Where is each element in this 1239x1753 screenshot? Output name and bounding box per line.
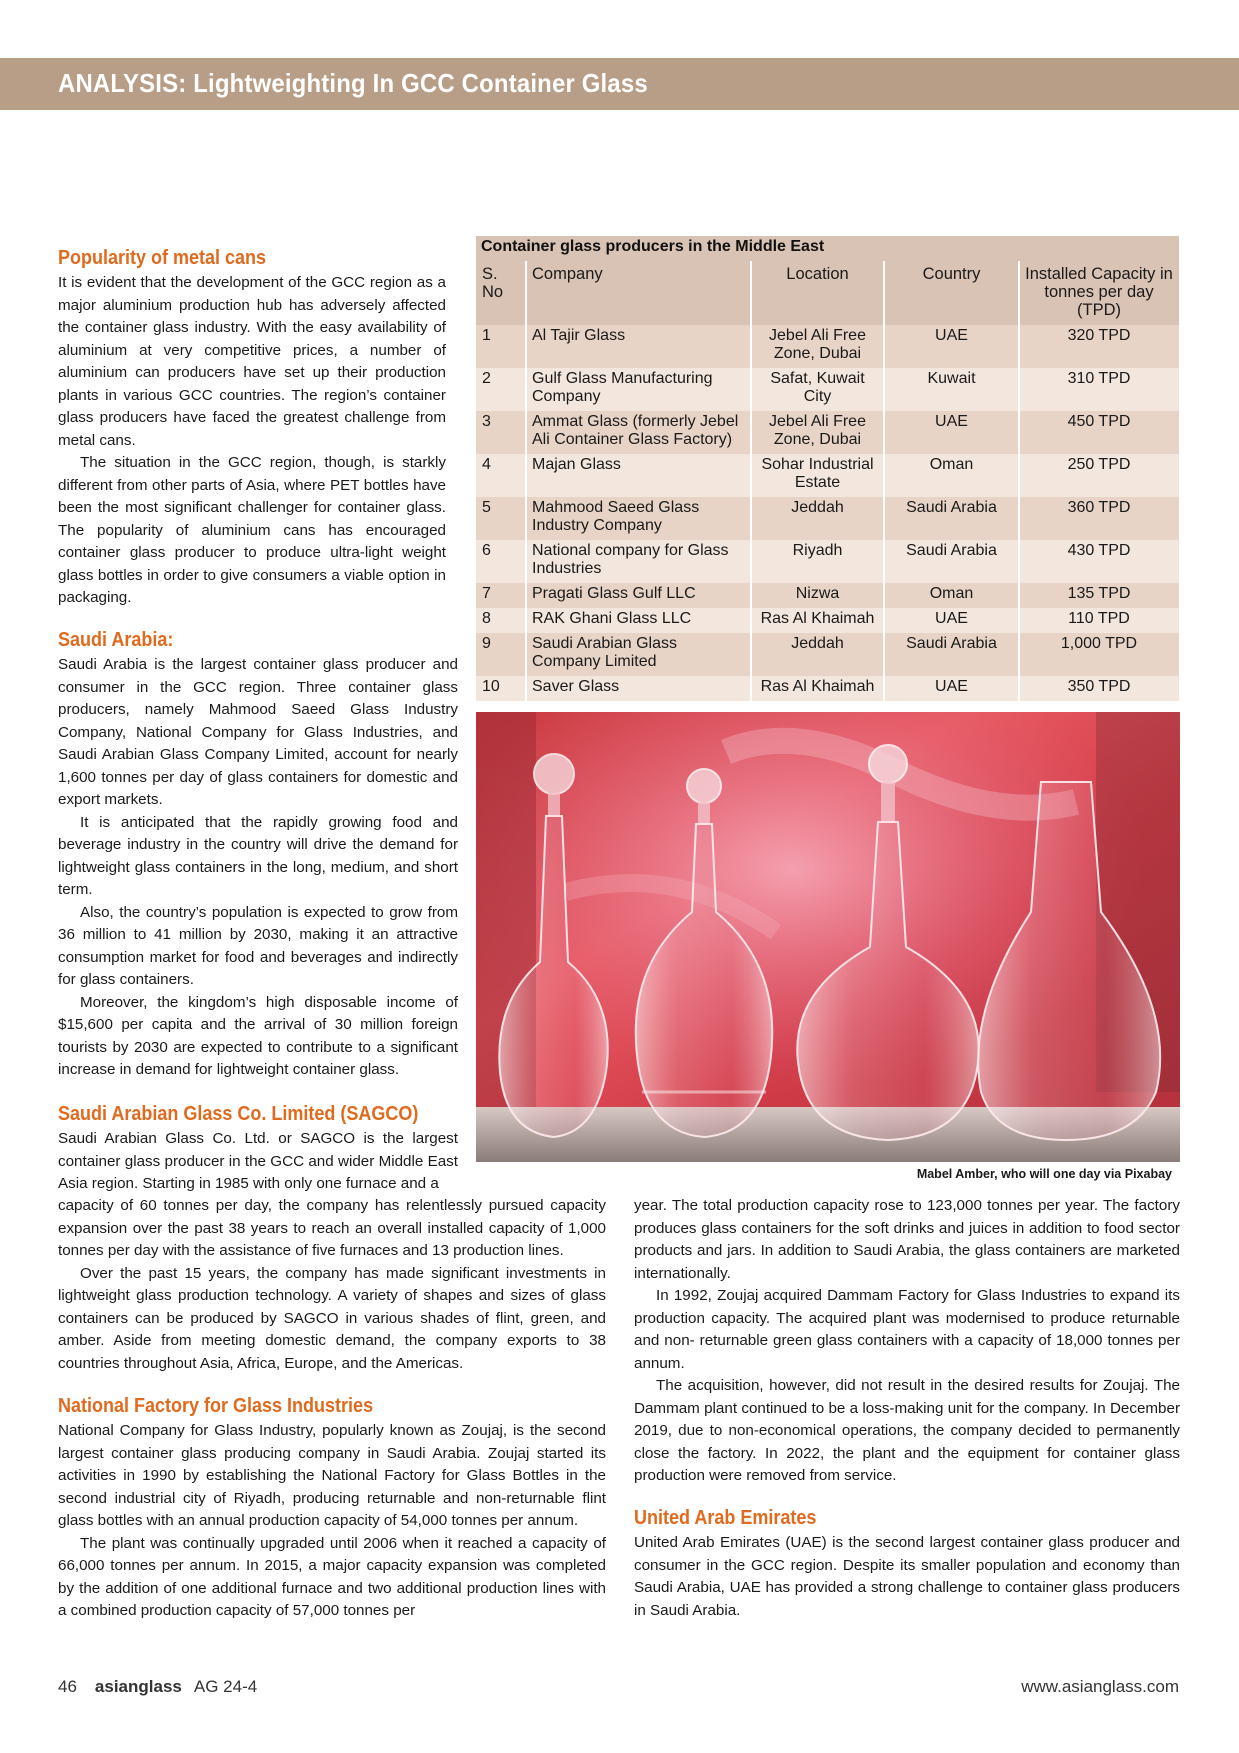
cell-country: Saudi Arabia	[906, 499, 997, 516]
heading-national-factory: National Factory for Glass Industries	[58, 1395, 374, 1417]
paragraph: Saudi Arabia is the largest container glass producer and consumer in the GCC region. Three container glass producers, namely Mahmood Saeed Glass Industry Company, National Company for Glass Industries, and Saudi Arabian Glass Company Limited, account for nearly 1,600 tonnes per day of glass containers for domestic and export markets.	[58, 656, 458, 808]
cell-sno: 5	[482, 499, 491, 516]
paragraph: Moreover, the kingdom’s high disposable income of $15,600 per capita and the arrival of 30 million foreign tourists by 2030 are expected to contribute to a significant increase in demand for lightweight container glass.	[58, 993, 458, 1078]
header-banner	[0, 58, 1239, 110]
table-divider	[883, 261, 885, 701]
cell-capacity: 135 TPD	[1067, 585, 1131, 602]
paragraph: year. The total production capacity rose to 123,000 tonnes per year. The factory produces glass containers for the soft drinks and juices in addition to food sector products and jars. In addition to Saudi Arabia, the glass containers are marketed internationally.	[634, 1197, 1180, 1282]
cell-capacity: 350 TPD	[1067, 678, 1131, 695]
table-row	[476, 583, 1179, 608]
paragraph: It is anticipated that the rapidly growing food and beverage industry in the country will drive the demand for lightweight glass containers in the long, medium, and short term.	[58, 813, 458, 898]
cell-sno: 9	[482, 635, 491, 652]
decanters-photo	[476, 712, 1180, 1162]
cell-capacity: 360 TPD	[1067, 499, 1131, 516]
paragraph: capacity of 60 tonnes per day, the company has relentlessly pursued capacity expansion over the past 38 years to reach an overall installed capacity of 1,000 tonnes per day with the assistance of five furnaces and 13 production lines.	[58, 1197, 606, 1259]
cell-location: Jeddah	[791, 499, 844, 516]
cell-sno: 1	[482, 327, 491, 344]
cell-sno: 4	[482, 456, 491, 473]
heading-saudi-arabia: Saudi Arabia:	[58, 629, 174, 651]
cell-company: Majan Glass	[532, 456, 621, 473]
cell-capacity: 450 TPD	[1067, 413, 1131, 430]
cell-company: Ammat Glass (formerly Jebel Ali Container Glass Factory)	[532, 413, 739, 448]
table-row	[476, 454, 1179, 497]
header-sno: S. No	[482, 265, 504, 301]
table-row	[476, 676, 1179, 701]
table-header-row	[476, 261, 1179, 325]
cell-company: Saudi Arabian Glass Company Limited	[532, 635, 677, 670]
table-row	[476, 325, 1179, 368]
text-national-factory	[58, 1420, 606, 1623]
heading-uae: United Arab Emirates	[634, 1507, 817, 1529]
paragraph: In 1992, Zoujaj acquired Dammam Factory for Glass Industries to expand its production capacity. The acquired plant was modernised to produce returnable and non- returnable green glass containers with a capacity of 18,000 tonnes per annum.	[634, 1287, 1180, 1372]
header-country: Country	[922, 265, 981, 283]
paragraph: United Arab Emirates (UAE) is the second largest container glass producer and consumer in the GCC region. Despite its smaller population and economy than Saudi Arabia, UAE has provided a strong challenge to container glass producers in Saudi Arabia.	[634, 1534, 1180, 1619]
table-row	[476, 411, 1179, 454]
cell-location: Jebel Ali Free Zone, Dubai	[769, 413, 866, 448]
cell-country: UAE	[935, 327, 968, 344]
table-divider	[1018, 261, 1020, 701]
cell-sno: 7	[482, 585, 491, 602]
cell-location: Ras Al Khaimah	[760, 610, 875, 627]
cell-capacity: 1,000 TPD	[1060, 635, 1138, 652]
cell-sno: 6	[482, 542, 491, 559]
paragraph: The acquisition, however, did not result in the desired results for Zoujaj. The Dammam plant continued to be a loss-making unit for the company. In December 2019, due to non-economical operations, the company decided to permanently close the factory. In 2022, the plant and the equipment for container glass production were removed from service.	[634, 1377, 1180, 1484]
cell-sno: 8	[482, 610, 491, 627]
paragraph: Also, the country’s population is expected to grow from 36 million to 41 million by 2030, making it an attractive consumption market for food and beverages and indirectly for glass containers.	[58, 903, 458, 988]
cell-country: Saudi Arabia	[906, 542, 997, 559]
header-capacity: Installed Capacity in tonnes per day (TPD)	[1025, 265, 1173, 319]
cell-location: Safat, Kuwait City	[770, 370, 865, 405]
cell-company: National company for Glass Industries	[532, 542, 729, 577]
heading-sagco: Saudi Arabian Glass Co. Limited (SAGCO)	[58, 1103, 419, 1125]
cell-location: Sohar Industrial Estate	[761, 456, 874, 491]
text-sagco-intro	[58, 1128, 458, 1196]
cell-country: UAE	[935, 413, 968, 430]
table-row	[476, 540, 1179, 583]
cell-country: Saudi Arabia	[906, 635, 997, 652]
cell-location: Jebel Ali Free Zone, Dubai	[769, 327, 866, 362]
table-row	[476, 368, 1179, 411]
text-uae	[634, 1532, 1180, 1622]
cell-company: Pragati Glass Gulf LLC	[532, 585, 696, 602]
text-saudi-arabia	[58, 654, 458, 1082]
header-company: Company	[532, 265, 603, 283]
cell-capacity: 430 TPD	[1067, 542, 1131, 559]
paragraph: National Company for Glass Industry, popularly known as Zoujaj, is the second largest container glass producing company in Saudi Arabia. Zoujaj started its activities in 1990 by establishing the National Factory for Glass Bottles in the second industrial city of Riyadh, producing returnable and non-returnable flint glass bottles with an annual production capacity of 54,000 tonnes per annum.	[58, 1422, 606, 1529]
footer-url: www.asianglass.com	[1021, 1677, 1179, 1696]
table-divider	[525, 261, 527, 701]
header-location: Location	[786, 265, 849, 283]
cell-country: Oman	[929, 585, 974, 602]
footer-left	[58, 1677, 257, 1697]
cell-location: Riyadh	[792, 542, 843, 559]
cell-company: RAK Ghani Glass LLC	[532, 610, 692, 627]
brand-name: asianglass	[94, 1677, 182, 1696]
cell-country: Kuwait	[927, 370, 976, 387]
text-sagco	[58, 1195, 606, 1375]
cell-location: Ras Al Khaimah	[760, 678, 875, 695]
table-caption: Container glass producers in the Middle East	[476, 236, 1179, 261]
page-number: 46	[58, 1677, 77, 1696]
cell-capacity: 320 TPD	[1067, 327, 1131, 344]
cell-country: UAE	[935, 610, 968, 627]
text-metal-cans	[58, 272, 446, 610]
table-row	[476, 633, 1179, 676]
cell-company: Al Tajir Glass	[532, 327, 626, 344]
cell-location: Nizwa	[795, 585, 840, 602]
text-national-continued	[634, 1195, 1180, 1488]
cell-country: UAE	[935, 678, 968, 695]
table-divider	[750, 261, 752, 701]
cell-sno: 10	[482, 678, 500, 695]
paragraph: The plant was continually upgraded until 2006 when it reached a capacity of 66,000 tonnes per annum. In 2015, a major capacity expansion was completed by the addition of one additional furnace and two additional production lines with a combined production capacity of 57,000 tonnes per	[58, 1534, 606, 1619]
paragraph: It is evident that the development of the GCC region as a major aluminium production hub has adversely affected the container glass industry. With the easy availability of aluminium at very competitive prices, a number of aluminium can producers have set up their production plants in various GCC countries. The region’s container glass producers have faced the greatest challenge from metal cans.	[58, 274, 446, 449]
cell-sno: 2	[482, 370, 491, 387]
cell-company: Mahmood Saeed Glass Industry Company	[532, 499, 700, 534]
cell-company: Saver Glass	[532, 678, 620, 695]
cell-country: Oman	[929, 456, 974, 473]
issue-number: AG 24-4	[193, 1677, 258, 1696]
paragraph: Over the past 15 years, the company has made significant investments in lightweight glass production technology. A variety of shapes and sizes of glass containers can be produced by SAGCO in various shades of flint, green, and amber. Aside from meeting domestic demand, the company exports to 38 countries throughout Asia, Africa, Europe, and the Americas.	[58, 1264, 606, 1372]
heading-metal-cans: Popularity of metal cans	[58, 247, 267, 269]
cell-capacity: 250 TPD	[1067, 456, 1131, 473]
cell-capacity: 110 TPD	[1068, 610, 1130, 627]
table-row	[476, 608, 1179, 633]
cell-sno: 3	[482, 413, 491, 430]
cell-location: Jeddah	[791, 635, 844, 652]
table-row	[476, 497, 1179, 540]
cell-company: Gulf Glass Manufacturing Company	[532, 370, 713, 405]
paragraph: Saudi Arabian Glass Co. Ltd. or SAGCO is the largest container glass producer in the GCC and wider Middle East Asia region. Starting in 1985 with only one furnace and a	[58, 1130, 458, 1192]
cell-capacity: 310 TPD	[1067, 370, 1131, 387]
paragraph: The situation in the GCC region, though, is starkly different from other parts of Asia, where PET bottles have been the most significant challenger for container glass. The popularity of aluminium cans has encouraged container glass producer to produce ultra-light weight glass bottles in order to give consumers a viable option in packaging.	[58, 454, 446, 606]
page-title: ANALYSIS: Lightweighting In GCC Container Glass	[58, 68, 648, 98]
photo-caption: Mabel Amber, who will one day via Pixabay	[916, 1167, 1172, 1181]
